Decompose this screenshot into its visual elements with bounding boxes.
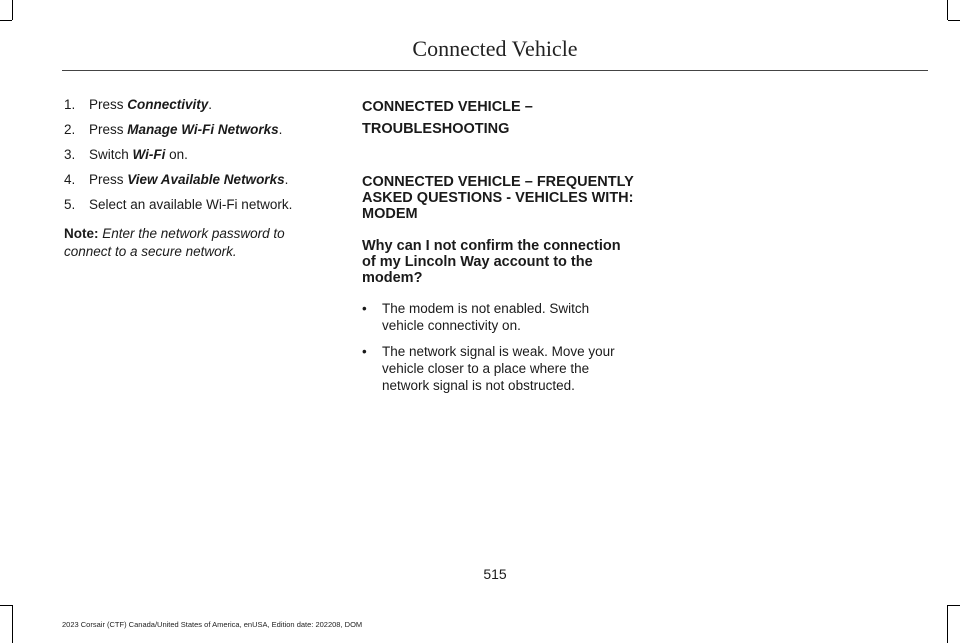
menu-item-wifi: Wi-Fi xyxy=(132,147,166,162)
right-column xyxy=(362,98,634,403)
step-item xyxy=(64,171,304,188)
header-divider xyxy=(62,70,928,71)
crop-mark xyxy=(0,20,12,21)
menu-item-view-networks: View Available Networks xyxy=(127,172,285,187)
crop-mark xyxy=(0,605,12,606)
section-heading: CONNECTED VEHICLE – xyxy=(362,99,533,115)
footer-text: 2023 Corsair (CTF) Canada/United States of America, enUSA, Edition date: 202208, DOM xyxy=(62,620,363,629)
note-text: Enter the network password to connect to a secure network. xyxy=(64,226,285,259)
step-text: Switch Wi-Fi on. xyxy=(89,147,188,162)
crop-mark xyxy=(948,20,960,21)
bullet-icon: • xyxy=(362,301,367,316)
list-item-text: The modem is not enabled. Switch vehicle connectivity on. xyxy=(382,301,590,333)
step-number: 5. xyxy=(64,197,76,212)
answer-list xyxy=(362,300,634,394)
page-title: Connected Vehicle xyxy=(412,36,578,61)
section-heading: TROUBLESHOOTING xyxy=(362,121,510,137)
left-column xyxy=(64,96,304,261)
step-number: 4. xyxy=(64,172,76,187)
faq-question: Why can I not confirm the connection of my Lincoln Way account to the modem? xyxy=(362,238,621,286)
crop-mark xyxy=(947,605,948,643)
crop-mark xyxy=(12,605,13,643)
step-item xyxy=(64,146,304,163)
step-item xyxy=(64,196,304,213)
step-item xyxy=(64,121,304,138)
step-number: 1. xyxy=(64,97,76,112)
page-number: 515 xyxy=(483,566,507,582)
step-text: Press View Available Networks. xyxy=(89,172,289,187)
step-text: Select an available Wi-Fi network. xyxy=(89,197,293,212)
crop-mark xyxy=(12,0,13,20)
step-text: Press Manage Wi-Fi Networks. xyxy=(89,122,283,137)
list-item-text: The network signal is weak. Move your vehicle closer to a place where the network signal is not obstructed. xyxy=(382,344,615,393)
menu-item-connectivity: Connectivity xyxy=(127,97,209,112)
note-label: Note: xyxy=(64,226,99,241)
list-item xyxy=(362,343,634,394)
list-item xyxy=(362,300,634,334)
menu-item-manage-wifi: Manage Wi-Fi Networks xyxy=(127,122,279,137)
crop-mark xyxy=(948,605,960,606)
note xyxy=(64,225,304,261)
crop-mark xyxy=(947,0,948,20)
subsection-heading: CONNECTED VEHICLE – FREQUENTLY ASKED QUESTIONS - VEHICLES WITH: MODEM xyxy=(362,174,634,222)
step-text: Press Connectivity. xyxy=(89,97,213,112)
step-item xyxy=(64,96,304,113)
step-number: 3. xyxy=(64,147,76,162)
step-number: 2. xyxy=(64,122,76,137)
bullet-icon: • xyxy=(362,344,367,359)
